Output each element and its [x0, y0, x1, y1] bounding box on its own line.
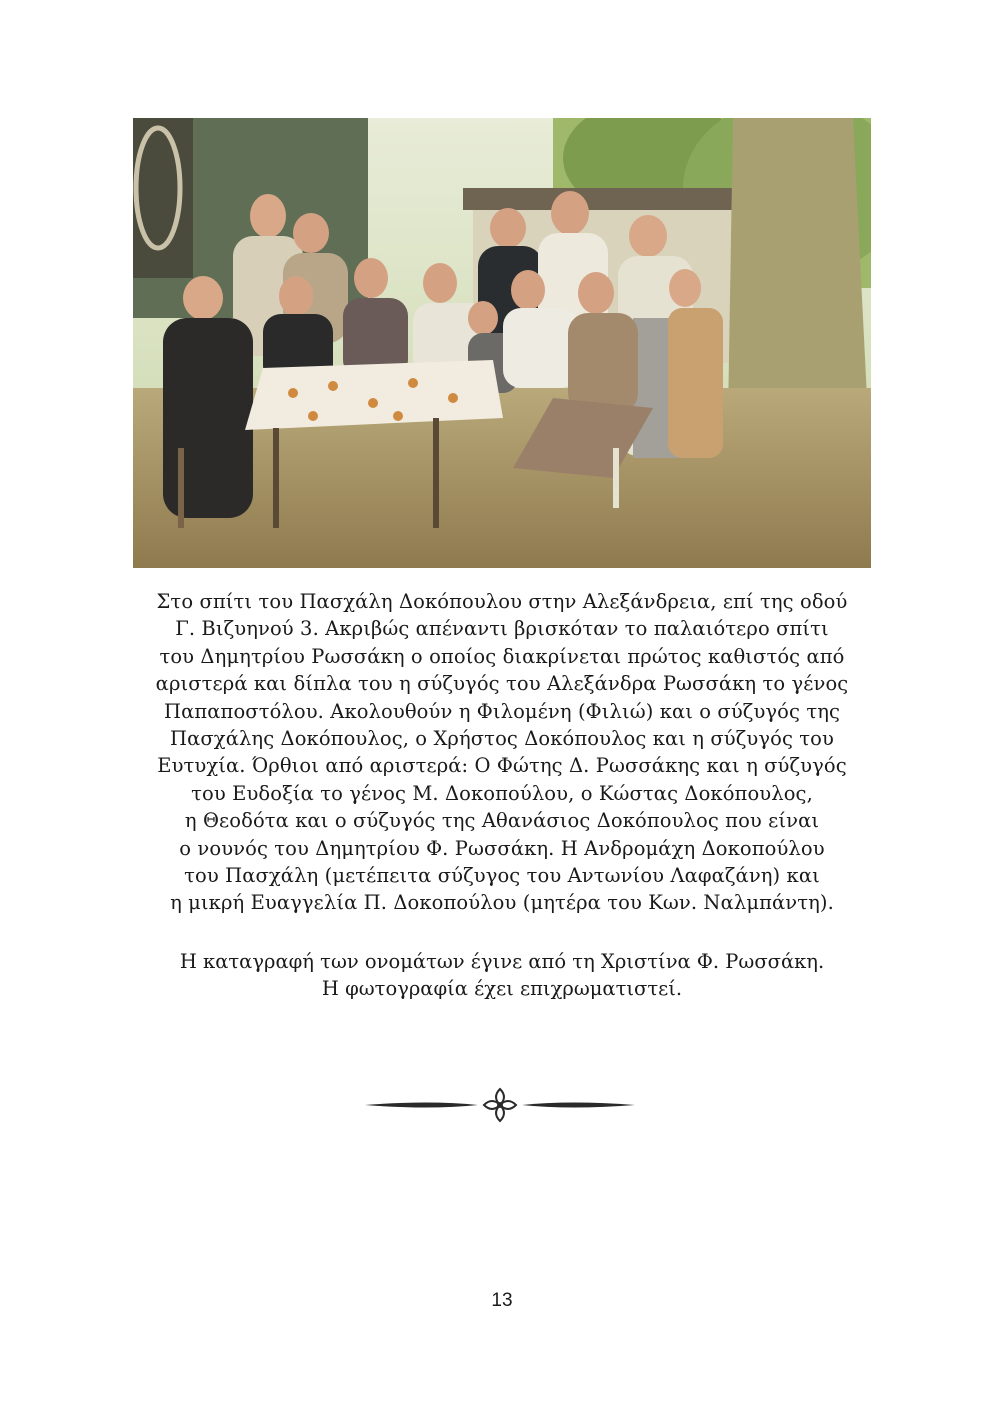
- photo-caption: [100, 588, 904, 917]
- family-photo: [133, 118, 871, 568]
- caption-line: Πασχάλης Δοκόπουλος, ο Χρήστος Δοκόπουλος και η σύζυγός του: [170, 727, 834, 751]
- caption-line: αριστερά και δίπλα του η σύζυγός του Αλεξάνδρα Ρωσσάκη το γένος: [155, 672, 849, 696]
- caption-line: του Δημητρίου Ρωσσάκη ο οποίος διακρίνεται πρώτος καθιστός από: [159, 644, 845, 668]
- caption-line: η μικρή Ευαγγελία Π. Δοκοπούλου (μητέρα του Κων. Ναλμπάντη).: [170, 891, 834, 915]
- page-number: 13: [491, 1290, 513, 1311]
- photo-credit: [100, 948, 904, 1003]
- caption-line: Γ. Βιζυηνού 3. Ακριβώς απέναντι βρισκόταν το παλαιότερο σπίτι: [175, 617, 829, 641]
- caption-line: του Πασχάλη (μετέπειτα σύζυγος του Αντωνίου Λαφαζάνη) και: [184, 864, 820, 888]
- caption-line: η Θεοδότα και ο σύζυγός της Αθανάσιος Δοκόπουλος που είναι: [184, 809, 820, 833]
- caption-line: ο νουνός του Δημητρίου Φ. Ρωσσάκη. Η Ανδρομάχη Δοκοπούλου: [179, 836, 825, 860]
- credit-line: Η καταγραφή των ονομάτων έγινε από τη Χριστίνα Φ. Ρωσσάκη.: [179, 950, 825, 973]
- caption-line: Παπαποστόλου. Ακολουθούν η Φιλομένη (Φιλιώ) και ο σύζυγός της: [163, 699, 841, 723]
- family-photo-image: [133, 118, 871, 568]
- credit-line: Η φωτογραφία έχει επιχρωματιστεί.: [321, 977, 683, 1001]
- decorative-divider-icon: [360, 1078, 640, 1128]
- caption-line: του Ευδοξία το γένος Μ. Δοκοπούλου, ο Κώστας Δοκόπουλος,: [191, 781, 813, 805]
- caption-line: Ευτυχία. Όρθιοι από αριστερά: Ο Φώτης Δ. Ρωσσάκης και η σύζυγός: [157, 754, 847, 778]
- caption-line: Στο σπίτι του Πασχάλη Δοκόπουλου στην Αλεξάνδρεια, επί της οδού: [156, 590, 848, 613]
